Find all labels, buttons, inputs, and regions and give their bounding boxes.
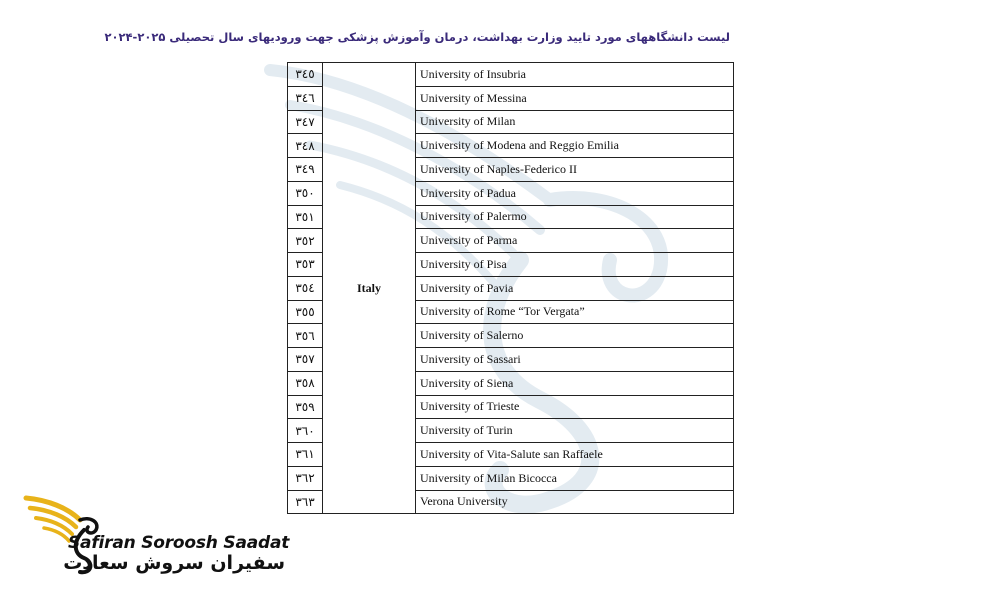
university-name: University of Pisa (416, 253, 734, 277)
university-name: University of Milan (416, 110, 734, 134)
row-number: ۳٥٣ (288, 253, 323, 277)
row-number: ۳٦٠ (288, 419, 323, 443)
row-number: ۳٥٦ (288, 324, 323, 348)
university-name: University of Milan Bicocca (416, 466, 734, 490)
row-number: ۳٤٦ (288, 86, 323, 110)
university-name: University of Rome “Tor Vergata” (416, 300, 734, 324)
university-name: University of Palermo (416, 205, 734, 229)
university-name: University of Trieste (416, 395, 734, 419)
row-number: ۳٤٥ (288, 63, 323, 87)
row-number: ۳٤٧ (288, 110, 323, 134)
university-name: University of Salerno (416, 324, 734, 348)
row-number: ۳٥١ (288, 205, 323, 229)
university-name: University of Padua (416, 181, 734, 205)
university-name: University of Messina (416, 86, 734, 110)
row-number: ۳٥٤ (288, 276, 323, 300)
brand-name-fa: سفیران سروش سعادت (63, 552, 285, 574)
row-number: ۳٥٠ (288, 181, 323, 205)
row-number: ۳٥٧ (288, 348, 323, 372)
university-name: University of Pavia (416, 276, 734, 300)
row-number: ۳٥٢ (288, 229, 323, 253)
university-name: University of Vita-Salute san Raffaele (416, 443, 734, 467)
universities-table (287, 62, 734, 514)
row-number: ۳٦٢ (288, 466, 323, 490)
brand-name-en: Safiran Soroosh Saadat (68, 533, 290, 553)
row-number: ۳٤٩ (288, 158, 323, 182)
row-number: ۳٥٥ (288, 300, 323, 324)
row-number: ۳٦١ (288, 443, 323, 467)
university-name: University of Parma (416, 229, 734, 253)
row-number: ۳٥٨ (288, 371, 323, 395)
university-name: University of Naples-Federico II (416, 158, 734, 182)
table-row (288, 63, 734, 87)
university-name: University of Modena and Reggio Emilia (416, 134, 734, 158)
university-name: University of Turin (416, 419, 734, 443)
page-title: لیست دانشگاههای مورد تایید وزارت بهداشت، درمان وآموزش پزشکی جهت ورودیهای سال تحصیلی ۲۰۲۵-۲۰۲۴ (104, 30, 730, 44)
university-name: Verona University (416, 490, 734, 514)
row-number: ۳٥٩ (288, 395, 323, 419)
university-name: University of Siena (416, 371, 734, 395)
university-name: University of Sassari (416, 348, 734, 372)
university-name: University of Insubria (416, 63, 734, 87)
row-number: ۳٦٣ (288, 490, 323, 514)
country-cell: Italy (323, 63, 416, 514)
row-number: ۳٤٨ (288, 134, 323, 158)
